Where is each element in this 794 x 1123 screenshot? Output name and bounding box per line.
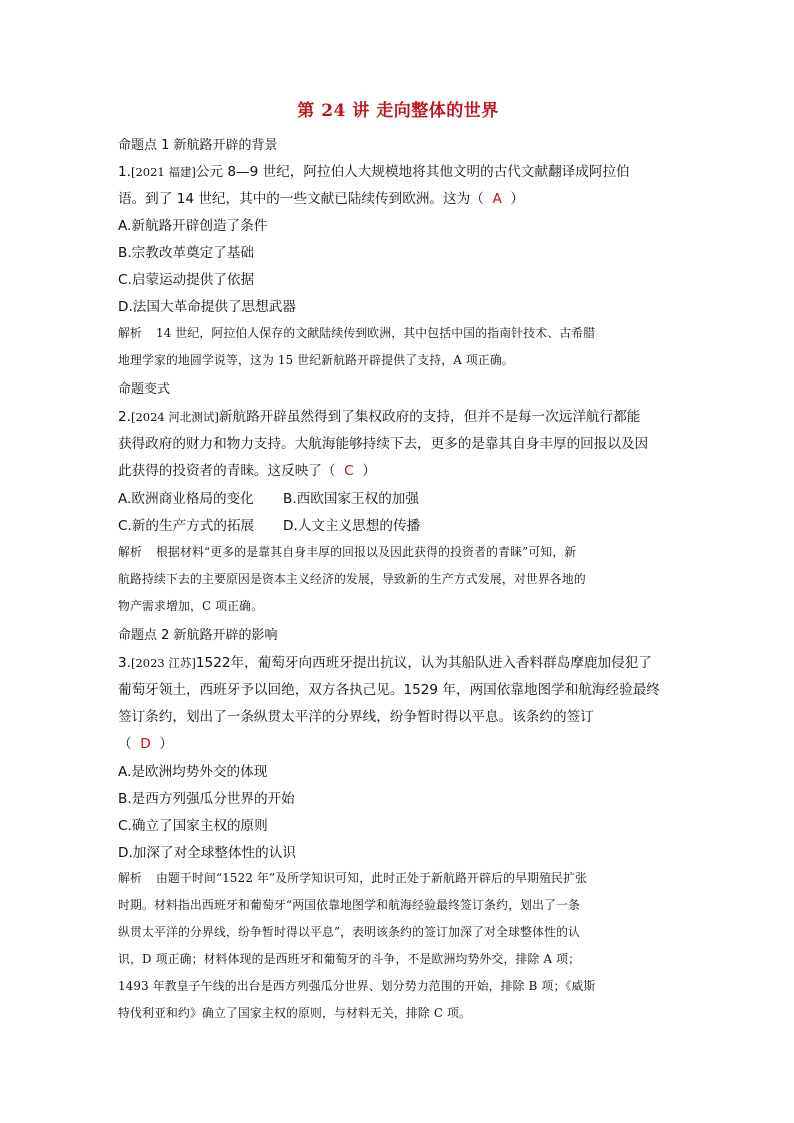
q2-explanation-tag: 解析	[118, 545, 142, 559]
q1-answer: A	[492, 191, 502, 207]
q1-explanation-2: 地理学家的地圆学说等，这为 15 世纪新航路开辟提供了支持，A 项正确。	[118, 353, 514, 367]
q2-explanation-2: 航路持续下去的主要原因是资本主义经济的发展，导致新的生产方式发展，对世界各地的	[118, 572, 586, 586]
q3-explanation-3: 纵贯太平洋的分界线，纷争暂时得以平息”，表明该条约的签订加深了对全球整体性的认	[118, 925, 581, 939]
q2-close-paren: ）	[362, 463, 376, 479]
q2-answer: C	[344, 463, 354, 479]
q2-text-3: 此获得的投资者的青睐。这反映了（	[118, 463, 336, 479]
q2-text-1: 新航路开辟虽然得到了集权政府的支持，但并不是每一次远洋航行都能	[218, 409, 641, 425]
q2-option-d: D.人文主义思想的传播	[283, 518, 421, 534]
q3-close-paren: ）	[159, 736, 173, 752]
q3-number: 3.	[118, 655, 131, 671]
q3-option-b: B.是西方列强瓜分世界的开始	[118, 791, 295, 807]
q3-option-c: C.确立了国家主权的原则	[118, 818, 268, 834]
q2-option-b: B.西欧国家王权的加强	[283, 491, 419, 507]
q3-option-d: D.加深了对全球整体性的认识	[118, 845, 296, 861]
q2-line-3	[118, 459, 376, 479]
q1-line-1	[118, 160, 630, 180]
q1-source: [2021 福建]	[130, 165, 196, 179]
q3-open-paren: （	[118, 736, 132, 752]
section-heading-variant: 命题变式	[118, 382, 171, 397]
q3-explanation-2: 时期。材料指出西班牙和葡萄牙“两国依靠地图学和航海经验最终签订条约，划出了一条	[118, 898, 581, 912]
section-heading-1: 命题点 1 新航路开辟的背景	[118, 138, 278, 153]
q2-option-a: A.欧洲商业格局的变化	[118, 491, 254, 507]
q2-explanation-3: 物产需求增加，C 项正确。	[118, 599, 264, 613]
q2-explanation-1	[118, 543, 576, 560]
section-heading-2: 命题点 2 新航路开辟的影响	[118, 628, 278, 643]
q2-line-1	[118, 405, 640, 425]
q2-number: 2.	[118, 409, 131, 425]
q1-text-2: 语。到了 14 世纪，其中的一些文献已陆续传到欧洲。这为（	[118, 191, 484, 207]
q1-option-b: B.宗教改革奠定了基础	[118, 245, 254, 261]
q3-answer: D	[140, 736, 151, 752]
q3-explanation-6: 特伐利亚和约》确立了国家主权的原则，与材料无关，排除 C 项。	[118, 1006, 472, 1020]
q2-options-row-1	[118, 487, 678, 507]
q1-explanation-1	[118, 324, 595, 341]
q1-explanation-tag: 解析	[118, 326, 142, 340]
q1-option-a: A.新航路开辟创造了条件	[118, 218, 268, 234]
q3-explanation-text-1: 由题干时间“1522 年”及所学知识可知，此时正处于新航路开辟后的早期殖民扩张	[156, 871, 588, 885]
q1-close-paren: ）	[510, 191, 525, 207]
q3-option-a: A.是欧洲均势外交的体现	[118, 764, 268, 780]
q2-source: [2024 河北测试]	[130, 410, 219, 424]
q1-line-2	[118, 187, 524, 207]
q1-number: 1.	[118, 164, 131, 180]
q3-explanation-1	[118, 869, 587, 886]
q3-explanation-4: 识，D 项正确；材料体现的是西班牙和葡萄牙的斗争，不是欧洲均势外交，排除 A 项；	[118, 952, 581, 966]
q3-text-1: 1522年，葡萄牙向西班牙提出抗议，认为其船队进入香料群岛摩鹿加侵犯了	[195, 655, 652, 671]
q3-line-1	[118, 651, 652, 671]
q1-option-d: D.法国大革命提供了思想武器	[118, 299, 296, 315]
q3-line-3: 签订条约，划出了一条纵贯太平洋的分界线，纷争暂时得以平息。该条约的签订	[118, 709, 594, 725]
q2-explanation-text-1: 根据材料“更多的是靠其自身丰厚的回报以及因此获得的投资者的青睐”可知，新	[156, 545, 577, 559]
q3-explanation-5: 1493 年教皇子午线的出台是西方列强瓜分世界、划分势力范围的开始，排除 B 项；《威斯	[118, 979, 596, 993]
q3-line-2: 葡萄牙领土，西班牙予以回绝，双方各执己见。1529 年，两国依靠地图学和航海经验最终	[118, 682, 660, 698]
q2-option-c: C.新的生产方式的拓展	[118, 518, 255, 534]
q3-explanation-tag: 解析	[118, 871, 142, 885]
q2-line-2: 获得政府的财力和物力支持。大航海能够持续下去，更多的是靠其自身丰厚的回报以及因	[118, 436, 649, 452]
q1-option-c: C.启蒙运动提供了依据	[118, 272, 255, 288]
q1-text-1: 公元 8—9 世纪，阿拉伯人大规模地将其他文明的古代文献翻译成阿拉伯	[195, 164, 630, 180]
q3-answer-line	[118, 732, 173, 752]
page-title: 第 24 讲 走向整体的世界	[297, 101, 499, 121]
q2-options-row-2	[118, 514, 678, 534]
q1-explanation-text-1: 14 世纪，阿拉伯人保存的文献陆续传到欧洲，其中包括中国的指南针技术、古希腊	[156, 326, 596, 340]
q3-source: [2023 江苏]	[130, 656, 196, 670]
